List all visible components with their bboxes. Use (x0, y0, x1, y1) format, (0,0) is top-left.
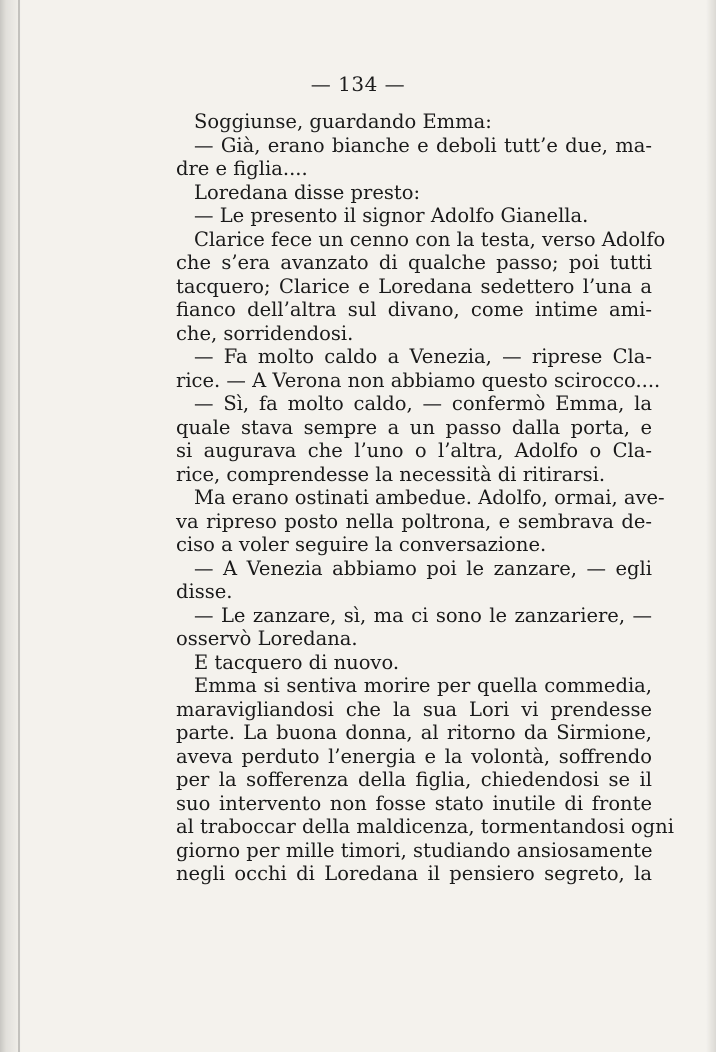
text-line: negli occhi di Loredana il pensiero segreto, la (176, 862, 652, 885)
text-line: che, sorridendosi. (176, 321, 354, 345)
text-line: rice, comprendesse la necessità di ritirarsi. (176, 462, 606, 486)
text-line: disse. (176, 580, 233, 603)
text-line: osservò Loredana. (176, 627, 358, 650)
text-line: rice. — A Verona non abbiamo questo scirocco.... (176, 368, 661, 392)
text-line: — Le presento il signor Adolfo Gianella. (194, 204, 589, 227)
text-line: parte. La buona donna, al ritorno da Sirmione, (176, 721, 652, 744)
text-line: dre e figlia.... (176, 157, 308, 180)
text-line: si augurava che l’uno o l’altra, Adolfo o Cla- (176, 439, 652, 462)
text-line: va ripreso posto nella poltrona, e sembrava de- (176, 509, 652, 533)
text-line: per la sofferenza della figlia, chiedendosi se il (176, 768, 652, 791)
text-line: tacquero; Clarice e Loredana sedettero l’una a (176, 274, 652, 298)
binding-edge (18, 0, 20, 1052)
text-line: maravigliandosi che la sua Lori vi prendesse (176, 697, 652, 721)
text-line: Emma si sentiva morire per quella commedia, (194, 674, 652, 697)
text-line: aveva perduto l’energia e la volontà, soffrendo (176, 744, 652, 768)
text-line: E tacquero di nuovo. (194, 650, 400, 674)
text-line: — Fa molto caldo a Venezia, — riprese Cla- (194, 345, 652, 368)
text-line: che s’era avanzato di qualche passo; poi tutti (176, 251, 652, 274)
text-line: — A Venezia abbiamo poi le zanzare, — egli (194, 556, 652, 580)
text-line: Loredana disse presto: (194, 180, 421, 204)
page-number: — 134 — (310, 72, 406, 96)
text-line: ciso a voler seguire la conversazione. (176, 533, 547, 556)
text-line: fianco dell’altra sul divano, come intime ami- (176, 298, 652, 321)
text-line: — Sì, fa molto caldo, — confermò Emma, la (194, 392, 652, 415)
text-line: Clarice fece un cenno con la testa, verso Adolfo (194, 227, 666, 251)
text-line: — Già, erano bianche e deboli tutt’e due, ma- (194, 133, 652, 157)
text-line: Soggiunse, guardando Emma: (194, 110, 492, 133)
text-line: al traboccar della maldicenza, tormentandosi ogni (176, 815, 674, 838)
text-line: suo intervento non fosse stato inutile di fronte (176, 791, 652, 815)
text-line: — Le zanzare, sì, ma ci sono le zanzariere, — (194, 603, 652, 627)
text-line: giorno per mille timori, studiando ansiosamente (176, 838, 653, 862)
text-line: quale stava sempre a un passo dalla porta, e (176, 415, 652, 439)
text-line: Ma erano ostinati ambedue. Adolfo, ormai, ave- (194, 486, 665, 509)
body-text (176, 110, 674, 886)
